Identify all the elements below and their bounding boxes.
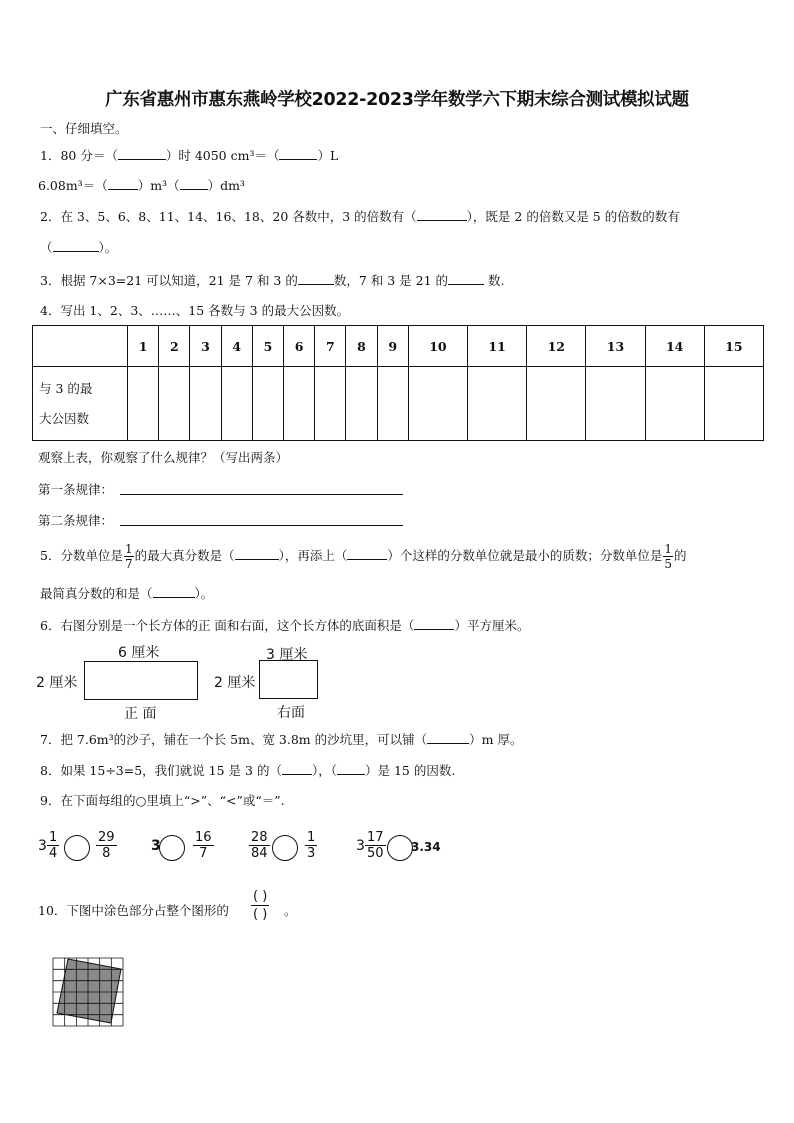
- g3-right-fraction: $\frac{1}{3}$: [307, 830, 316, 861]
- table-header-cell: 2: [159, 326, 190, 367]
- table-corner-cell: [33, 326, 128, 367]
- q3-text-b: 数，7 和 3 是 21 的: [333, 273, 449, 288]
- table-answer-cell[interactable]: [468, 367, 527, 441]
- table-header-cell: 7: [315, 326, 346, 367]
- page-title: 广东省惠州市惠东燕岭学校2022-2023学年数学六下期末综合测试模拟试题: [105, 90, 689, 110]
- compare-circle[interactable]: [64, 835, 90, 861]
- question-3: [40, 272, 504, 289]
- q7-text-b: ）m 厚。: [469, 732, 523, 747]
- rule-2-label: 第二条规律：: [38, 513, 114, 528]
- fraction-one-fifth: $\frac{1}{5}$: [664, 542, 673, 571]
- q5-text-a: 5．分数单位是: [40, 548, 123, 563]
- g4-right: 3.34: [411, 840, 441, 854]
- g4-fraction: $\frac{17}{50}$: [367, 830, 384, 861]
- answer-blank[interactable]: [53, 239, 99, 252]
- q6-text-a: 6．右图分别是一个长方体的正 面和右面，这个长方体的底面积是（: [40, 618, 415, 633]
- table-answer-cell[interactable]: [527, 367, 586, 441]
- table-header-cell: 9: [377, 326, 408, 367]
- compare-circle[interactable]: [159, 835, 185, 861]
- table-answer-cell[interactable]: [346, 367, 377, 441]
- g1-fraction: $\frac{1}{4}$: [49, 830, 58, 861]
- q5-text-b: 的最大真分数是（: [134, 548, 235, 563]
- table-header-cell: 5: [252, 326, 283, 367]
- q5-text-c: ），再添上（: [278, 548, 348, 563]
- answer-blank[interactable]: [153, 585, 195, 598]
- answer-blank[interactable]: [448, 272, 484, 285]
- rule-1-answer-line[interactable]: [120, 494, 403, 495]
- table-answer-cell[interactable]: [128, 367, 159, 441]
- q5-text-e: 的: [674, 548, 687, 563]
- q7-text-a: 7．把 7.6m³的沙子，铺在一个长 5m、宽 3.8m 的沙坑里，可以铺（: [40, 732, 428, 747]
- q5-text-f: 最简真分数的和是（: [40, 586, 153, 601]
- table-row-label: 与 3 的最 大公因数: [33, 367, 128, 441]
- table-header-cell: 3: [190, 326, 221, 367]
- table-answer-cell[interactable]: [645, 367, 704, 441]
- answer-blank[interactable]: [282, 762, 312, 775]
- question-8: [40, 762, 455, 779]
- question-1-line-1: [40, 147, 338, 164]
- q2-text-a: 2．在 3、5、6、8、11、14、16、18、20 各数中，3 的倍数有（: [40, 209, 417, 224]
- answer-blank[interactable]: [414, 617, 454, 630]
- question-5-line-2: [40, 585, 213, 602]
- right-face-label: 右面: [277, 705, 305, 721]
- observe-prompt: 观察上表，你观察了什么规律？（写出两条）: [38, 450, 289, 465]
- right-height-label: 2 厘米: [214, 675, 256, 691]
- q1-text-e: ）m³（: [137, 178, 180, 193]
- q1-text-b: ）时 4050 cm³＝（: [165, 148, 280, 163]
- question-6: [40, 617, 529, 634]
- q5-text-g: ）。: [194, 586, 214, 601]
- rule-2-answer-line[interactable]: [120, 525, 403, 526]
- table-header-cell: 10: [408, 326, 467, 367]
- front-width-label: 6 厘米: [118, 645, 160, 661]
- q6-text-b: ）平方厘米。: [454, 618, 530, 633]
- table-header-row: [33, 326, 764, 367]
- table-header-cell: 8: [346, 326, 377, 367]
- q2-text-c: （: [40, 240, 53, 255]
- answer-blank[interactable]: [118, 147, 166, 160]
- question-10-end: 。: [284, 903, 297, 918]
- q10-answer-fraction[interactable]: ( ) ( ): [253, 889, 268, 922]
- g3-fraction: $\frac{28}{84}$: [251, 830, 268, 861]
- table-header-cell: 1: [128, 326, 159, 367]
- table-header-cell: 4: [221, 326, 252, 367]
- front-height-label: 2 厘米: [36, 675, 78, 691]
- table-header-cell: 11: [468, 326, 527, 367]
- answer-blank[interactable]: [417, 208, 467, 221]
- answer-blank[interactable]: [235, 547, 279, 560]
- q2-text-d: ）。: [98, 240, 118, 255]
- compare-circle[interactable]: [387, 835, 413, 861]
- q1-text-d: 6.08m³＝（: [38, 178, 108, 193]
- q8-text-c: ）是 15 的因数.: [364, 763, 456, 778]
- compare-circle[interactable]: [272, 835, 298, 861]
- q5-text-d: ）个这样的分数单位就是最小的质数；分数单位是: [387, 548, 663, 563]
- q8-text-a: 8．如果 15÷3=5，我们就说 15 是 3 的（: [40, 763, 282, 778]
- question-4: 4．写出 1、2、3、……、15 各数与 3 的最大公因数。: [40, 303, 350, 318]
- table-answer-cell[interactable]: [315, 367, 346, 441]
- table-answer-cell[interactable]: [190, 367, 221, 441]
- answer-blank[interactable]: [108, 177, 138, 190]
- table-answer-cell[interactable]: [252, 367, 283, 441]
- table-answer-cell[interactable]: [284, 367, 315, 441]
- question-2-line-1: [40, 208, 680, 225]
- shaded-grid-figure: [52, 957, 124, 1027]
- q1-text-c: ）L: [317, 148, 339, 163]
- right-width-label: 3 厘米: [266, 647, 308, 663]
- table-header-cell: 6: [284, 326, 315, 367]
- g4-whole: 3: [356, 838, 365, 854]
- answer-blank[interactable]: [347, 547, 387, 560]
- g1-right-fraction: $\frac{29}{8}$: [98, 830, 115, 861]
- answer-blank[interactable]: [298, 272, 334, 285]
- q1-text-f: ）dm³: [207, 178, 245, 193]
- answer-blank[interactable]: [427, 731, 469, 744]
- answer-blank[interactable]: [180, 177, 208, 190]
- front-face-label: 正 面: [124, 706, 157, 722]
- table-answer-cell[interactable]: [704, 367, 763, 441]
- answer-blank[interactable]: [337, 762, 365, 775]
- g2-right-fraction: $\frac{16}{7}$: [195, 830, 212, 861]
- q3-text-c: 数.: [484, 273, 505, 288]
- question-1-line-2: [38, 177, 245, 194]
- g1-whole: 3: [38, 838, 47, 854]
- table-answer-cell[interactable]: [586, 367, 645, 441]
- right-face-rectangle: [259, 660, 318, 699]
- fraction-one-seventh: $\frac{1}{7}$: [124, 542, 133, 571]
- answer-blank[interactable]: [279, 147, 317, 160]
- table-header-cell: 12: [527, 326, 586, 367]
- rule-1-label: 第一条规律：: [38, 482, 114, 497]
- front-face-rectangle: [84, 661, 198, 700]
- q1-text-a: 1．80 分＝（: [40, 148, 118, 163]
- table-answer-cell[interactable]: [159, 367, 190, 441]
- question-5-line-1: [40, 539, 687, 573]
- question-7: [40, 731, 522, 748]
- table-header-cell: 13: [586, 326, 645, 367]
- q3-text-a: 3．根据 7×3=21 可以知道，21 是 7 和 3 的: [40, 273, 298, 288]
- table-row: [33, 367, 764, 441]
- g2-left: 3: [151, 838, 161, 854]
- gcd-table: [32, 325, 764, 441]
- question-2-line-2: [40, 239, 117, 256]
- q2-text-b: ），既是 2 的倍数又是 5 的倍数的数有: [466, 209, 680, 224]
- table-answer-cell[interactable]: [377, 367, 408, 441]
- q8-text-b: ），（: [311, 763, 337, 778]
- section-heading: 一、仔细填空。: [40, 121, 128, 136]
- question-9: 9．在下面每组的○里填上“>”、“<”或“＝”.: [40, 793, 285, 808]
- table-header-cell: 14: [645, 326, 704, 367]
- table-answer-cell[interactable]: [408, 367, 467, 441]
- question-10-text: 10．下图中涂色部分占整个图形的: [38, 903, 229, 918]
- table-header-cell: 15: [704, 326, 763, 367]
- table-answer-cell[interactable]: [221, 367, 252, 441]
